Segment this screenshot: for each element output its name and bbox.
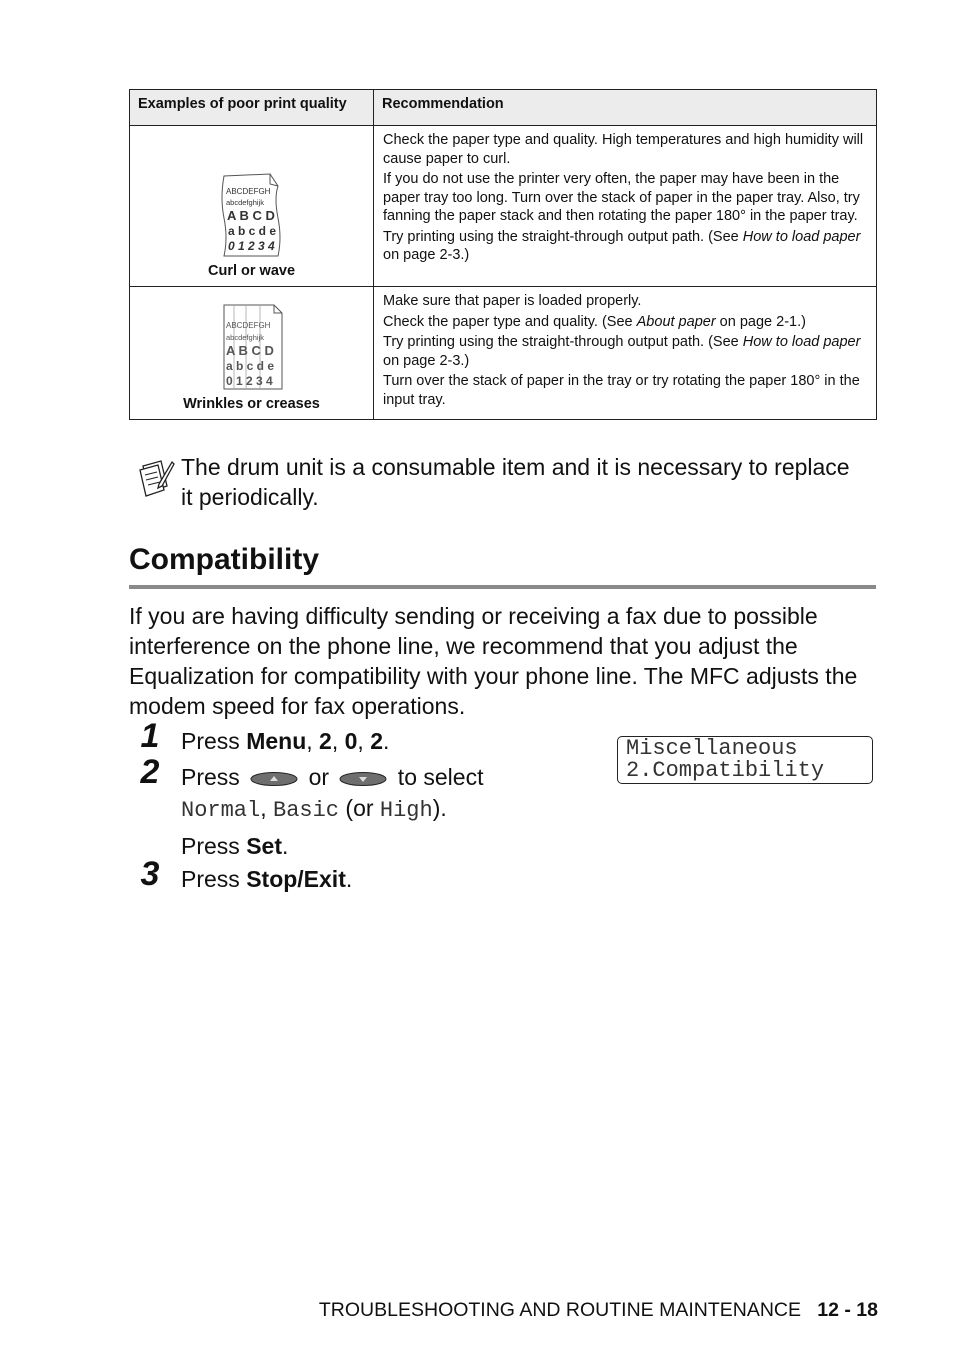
cross-reference: How to load paper <box>742 228 861 245</box>
table-header-row <box>130 90 877 126</box>
cross-reference: How to load paper <box>742 334 861 350</box>
sample-cell <box>130 126 374 287</box>
table-header-recommendation: Recommendation <box>374 90 877 126</box>
table-row <box>130 126 877 287</box>
recommendation-text: Make sure that paper is loaded properly. <box>383 293 642 309</box>
sample-line: a b c d e <box>227 223 276 238</box>
sample-caption: Curl or wave <box>207 262 296 279</box>
section-intro: If you are having difficulty sending or receiving a fax due to possible interference on the phone line, we recommend that you adjust the Equalization for compatibility with your phone line. The MFC adjusts the modem speed for fax operations. <box>129 603 858 719</box>
section-title: Compatibility <box>129 543 320 576</box>
wrinkled-paper-sample-icon <box>220 301 284 391</box>
option-basic: Basic <box>273 798 340 823</box>
table-header-examples: Examples of poor print quality <box>130 90 374 126</box>
set-key: Set <box>246 833 282 859</box>
print-quality-table <box>129 89 877 420</box>
sample-caption: Wrinkles or creases <box>183 395 320 412</box>
recommendation-text: Check the paper type and quality. High temperatures and high humidity will cause paper to curl. <box>383 132 864 167</box>
step-3: Press Stop/Exit. <box>181 866 353 892</box>
page-number: 12 - 18 <box>817 1299 878 1321</box>
key-2: 2 <box>370 728 383 754</box>
step-2: Press or to select Normal, Basic (or High). Press Set. <box>181 764 484 859</box>
step-number: 3 <box>140 855 160 893</box>
recommendation-text: If you do not use the printer very often, the paper may have been in the paper tray too long. Turn over the stack of paper in the paper tray. Also, try fanning the paper stack and then rotating the paper 180° in the paper tray. <box>383 171 860 224</box>
sample-line: abcdefghijk <box>225 197 264 207</box>
option-high: High <box>379 798 433 823</box>
table-row <box>130 287 877 420</box>
up-arrow-key-icon <box>250 771 298 787</box>
lcd-display <box>617 736 873 784</box>
menu-key: Menu <box>246 728 307 754</box>
section-rule <box>129 585 876 589</box>
sample-line: a b c d e <box>225 358 274 373</box>
lcd-line-1: Miscellaneous <box>626 736 798 761</box>
recommendation-cell <box>374 126 877 287</box>
recommendation-text: Try printing using the straight-through output path. (See How to load paper on page 2-3.) <box>383 228 861 263</box>
footer-section: TROUBLESHOOTING AND ROUTINE MAINTENANCE <box>318 1299 802 1321</box>
key-0: 0 <box>344 728 358 754</box>
curled-paper-sample-icon <box>220 168 284 258</box>
lcd-line-2: 2.Compatibility <box>626 758 825 783</box>
note-pencil-icon <box>137 458 175 498</box>
stop-exit-key: Stop/Exit <box>246 866 346 892</box>
page-footer <box>290 1299 878 1322</box>
cross-reference: About paper <box>636 313 716 330</box>
recommendation-text: Check the paper type and quality. (See About paper on page 2-1.) <box>383 313 806 330</box>
step-number: 1 <box>140 717 160 755</box>
sample-cell <box>130 287 374 420</box>
note-text: The drum unit is a consumable item and it is necessary to replace it periodically. <box>181 454 850 510</box>
recommendation-cell <box>374 287 877 420</box>
sample-line: 0 1 2 3 4 <box>227 238 275 253</box>
sample-line: abcdefghijk <box>225 332 264 342</box>
step-number: 2 <box>140 753 160 791</box>
step-1: Press Menu, 2, 0, 2. <box>181 728 390 754</box>
sample-line: 0 1 2 3 4 <box>225 373 273 388</box>
option-normal: Normal <box>181 798 261 823</box>
recommendation-text: Try printing using the straight-through output path. (See How to load paper on page 2-3.) <box>383 334 861 369</box>
key-2: 2 <box>319 728 332 754</box>
sample-line: A B C D <box>226 207 275 223</box>
sample-line: ABCDEFGH <box>225 320 270 330</box>
sample-line: A B C D <box>225 342 274 358</box>
down-arrow-key-icon <box>339 771 387 787</box>
sample-line: ABCDEFGH <box>225 186 270 196</box>
recommendation-text: Turn over the stack of paper in the tray or try rotating the paper 180° in the input tray. <box>383 373 860 408</box>
